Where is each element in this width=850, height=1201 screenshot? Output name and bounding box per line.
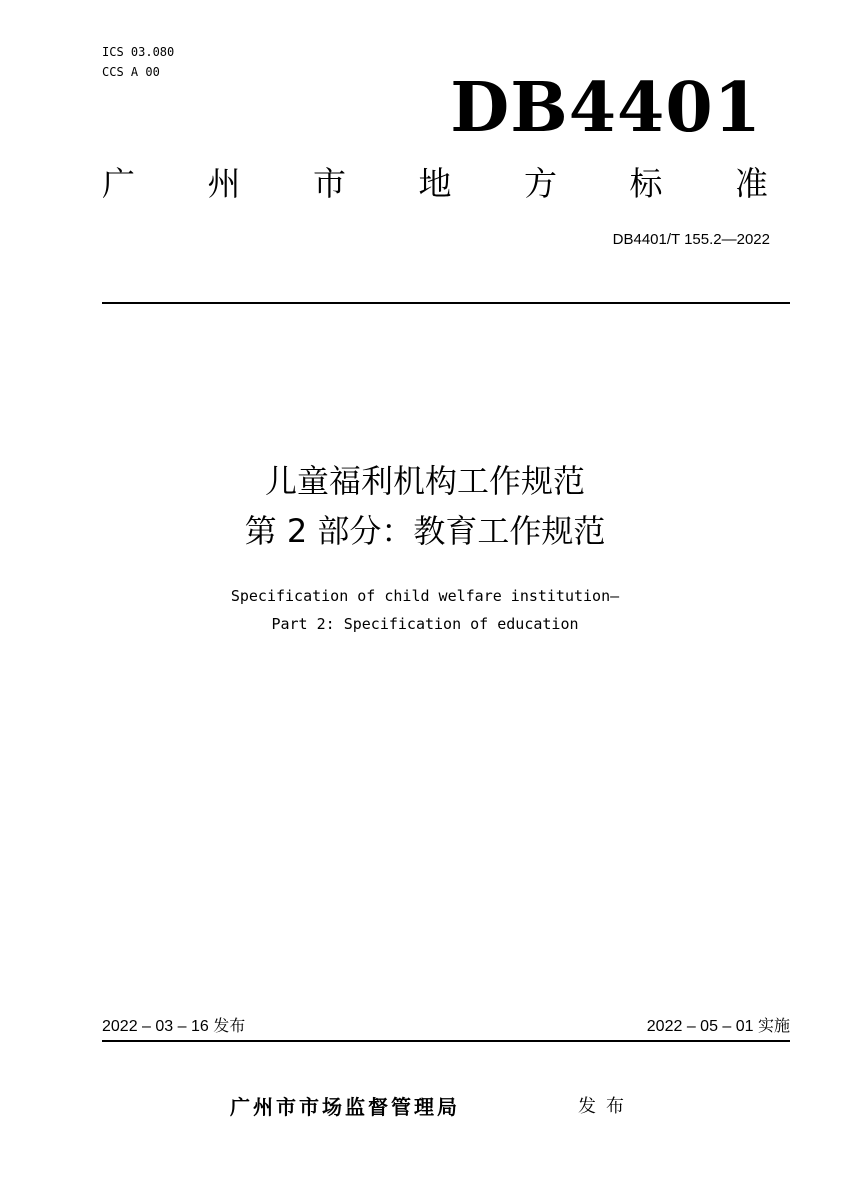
date-row xyxy=(102,1014,790,1042)
chinese-title-line-1: 儿童福利机构工作规范 xyxy=(264,462,585,500)
issuing-authority: 广州市市场监督管理局 xyxy=(230,1095,460,1119)
standard-type-title xyxy=(102,160,768,208)
chinese-title-line-2: 第 2 部分：教育工作规范 xyxy=(244,512,606,550)
issue-label: 发布 xyxy=(578,1096,634,1117)
standard-type-char: 方 xyxy=(524,164,557,203)
standard-type-char: 准 xyxy=(735,164,768,203)
ccs-code: CCS A 00 xyxy=(102,65,160,79)
standard-logo: DB4401 xyxy=(450,68,762,148)
standard-type-char: 州 xyxy=(207,164,241,203)
standard-code: DB4401/T 155.2—2022 xyxy=(612,231,770,248)
english-title-line-2: Part 2: Specification of education xyxy=(271,615,579,633)
issue-date: 2022 – 03 – 16 发布 xyxy=(102,1018,246,1035)
header-divider xyxy=(102,302,790,304)
classification-codes xyxy=(102,42,174,82)
implementation-date: 2022 – 05 – 01 实施 xyxy=(646,1018,790,1035)
ics-code: ICS 03.080 xyxy=(102,45,175,59)
standard-type-char: 市 xyxy=(313,164,346,203)
standard-type-char: 地 xyxy=(418,164,452,203)
standard-type-char: 标 xyxy=(629,164,663,203)
english-title-line-1: Specification of child welfare institution— xyxy=(230,587,620,605)
standard-type-char: 广 xyxy=(102,164,135,203)
